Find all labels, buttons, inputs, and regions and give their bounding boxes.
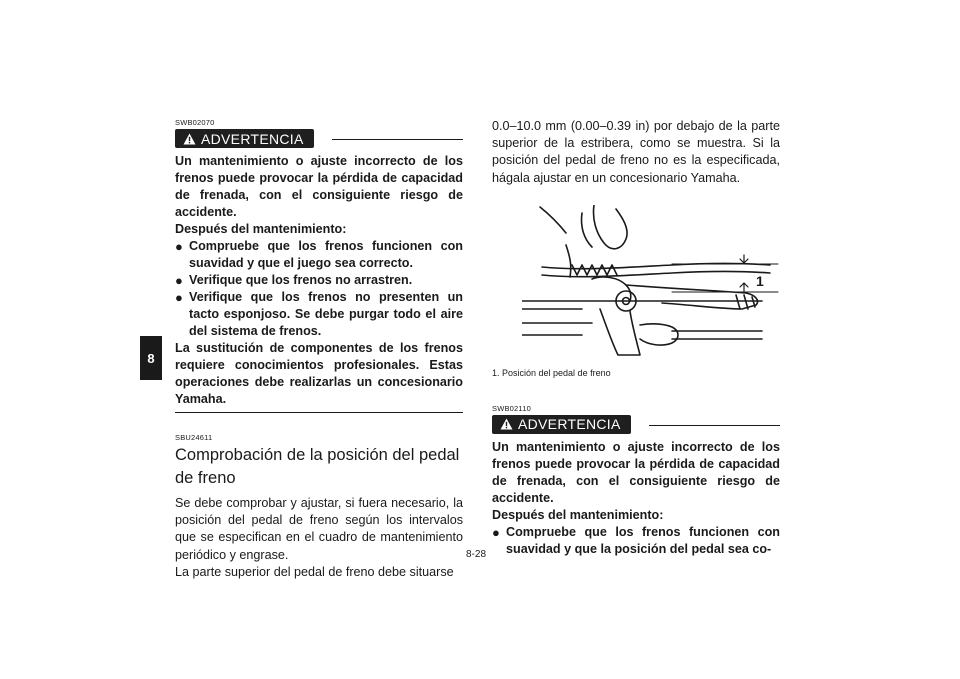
warning-code: SWB02070: [175, 118, 215, 127]
section-title: Comprobación de la posición del pedal de freno: [175, 446, 460, 487]
list-item: ● Compruebe que los frenos funcionen con suavidad y que el juego sea correcto.: [175, 239, 463, 270]
warning-label: ADVERTENCIA: [201, 130, 304, 147]
after-maintenance-label: Después del mantenimiento:: [492, 507, 664, 522]
warning-label: ADVERTENCIA: [518, 416, 621, 433]
bullet-dot-icon: ●: [492, 524, 500, 540]
chapter-tab-label: 8: [147, 350, 155, 366]
chapter-tab: [140, 336, 162, 380]
figure-callout: 1: [756, 272, 764, 289]
brake-pedal-drawing: [522, 205, 780, 360]
brake-pedal-illustration: [522, 205, 780, 360]
list-item: ● Compruebe que los frenos funcionen con suavidad y que la posición del pedal sea co-: [492, 524, 780, 556]
bullet-dot-icon: ●: [175, 273, 183, 288]
list-item: ● Verifique que los frenos no presenten un tacto esponjoso. Se debe purgar todo el aire del sistema de frenos.: [175, 290, 463, 338]
warning-header: [175, 129, 463, 148]
warning-text: La sustitución de componentes de los frenos requiere conocimientos profesionales. Estas operaciones debe realizarlas un concesionario Yamaha.: [175, 341, 463, 406]
warning-text: Un mantenimiento o ajuste incorrecto de los frenos puede provocar la pérdida de capacidad de frenada, con el consiguiente riesgo de accidente.: [492, 439, 780, 505]
right-column: [492, 118, 780, 558]
warning-code: SWB02110: [492, 403, 531, 413]
warning-badge: [175, 129, 314, 148]
left-column: [175, 118, 463, 581]
after-maintenance-label: Después del mantenimiento:: [175, 222, 347, 236]
section-code: SBU24611: [175, 433, 213, 442]
bullet-dot-icon: ●: [175, 239, 183, 254]
figure-caption: 1. Posición del pedal de freno: [492, 367, 611, 378]
warning-text: Un mantenimiento o ajuste incorrecto de los frenos puede provocar la pérdida de capacidad de frenada, con el consiguiente riesgo de accidente.: [175, 154, 463, 219]
warning-rule: [649, 425, 780, 426]
warning-triangle-icon: [183, 133, 196, 145]
warning-triangle-icon: [500, 418, 513, 430]
body-paragraph: La parte superior del pedal de freno debe situarse: [175, 564, 454, 579]
bullet-dot-icon: ●: [175, 290, 183, 305]
list-item: ● Verifique que los frenos no arrastren.: [175, 273, 413, 288]
warning-badge: [492, 415, 631, 434]
body-paragraph: 0.0–10.0 mm (0.00–0.39 in) por debajo de la parte superior de la estribera, como se muestra. Si la posición del pedal de freno no es la especificada, hágala ajustar en un concesionario Yamaha.: [492, 119, 780, 185]
warning-end-rule: [175, 412, 463, 413]
warning-header: [492, 415, 780, 434]
page-number: 8-28: [466, 549, 487, 560]
body-paragraph: Se debe comprobar y ajustar, si fuera necesario, la posición del pedal de freno según los intervalos que se especifican en el cuadro de mantenimiento periódico y engrase.: [175, 496, 463, 562]
warning-rule: [332, 139, 463, 140]
